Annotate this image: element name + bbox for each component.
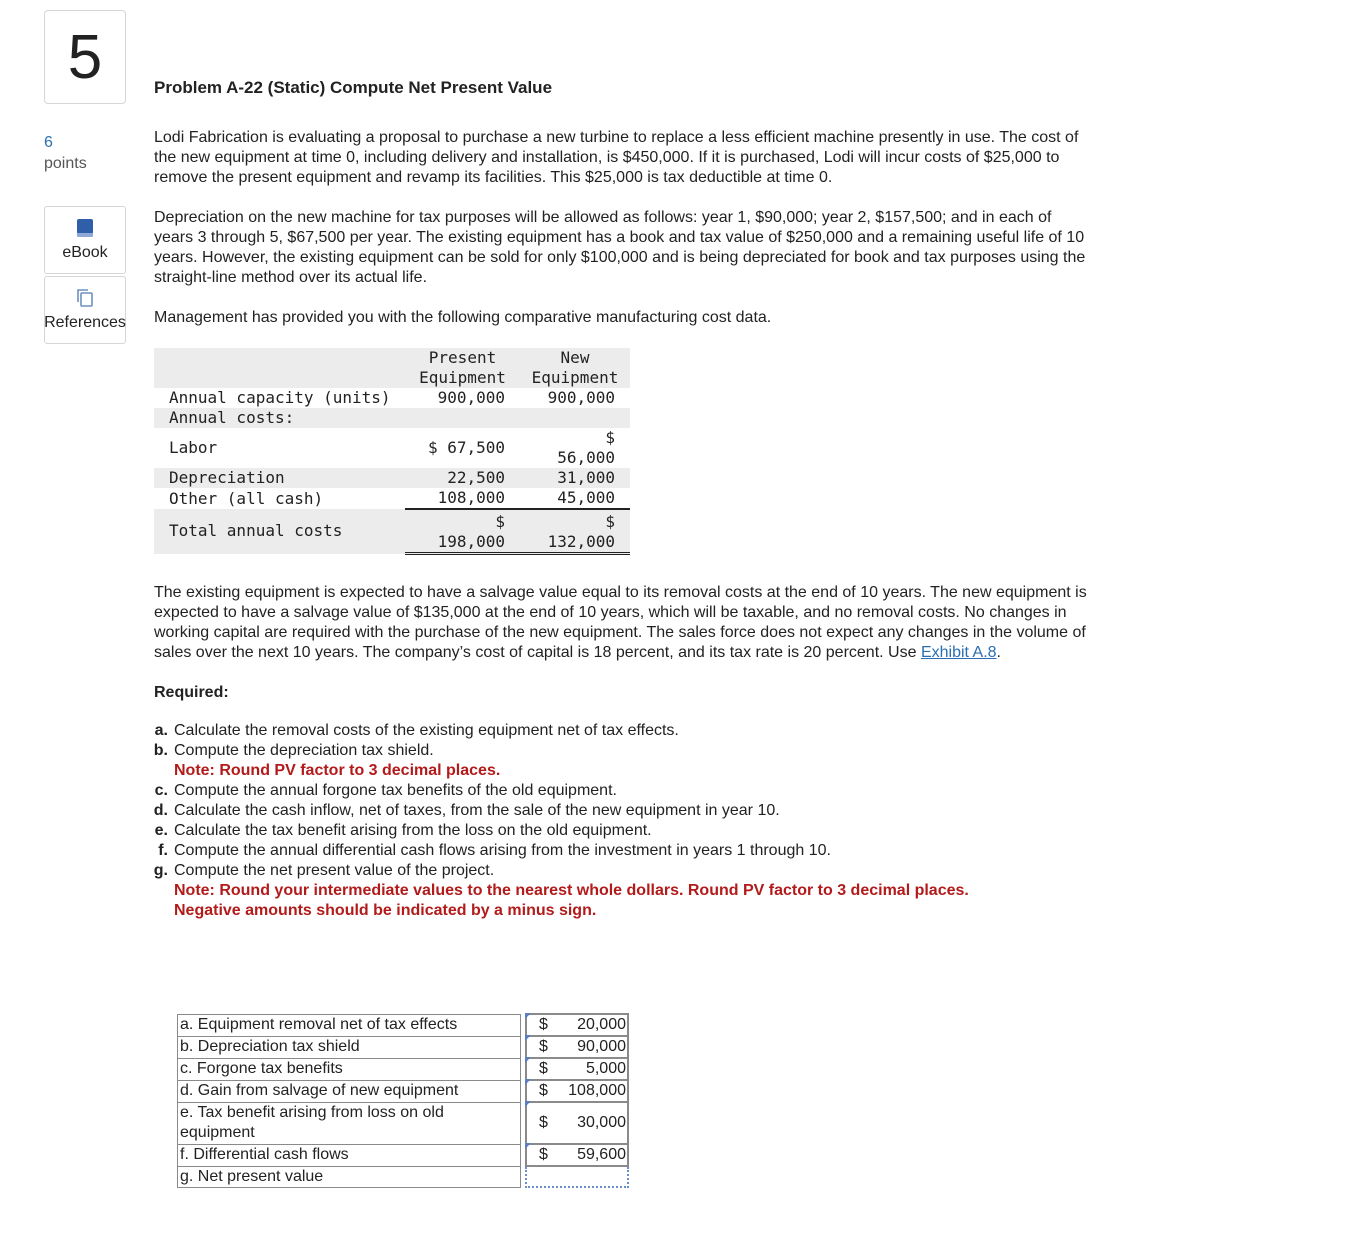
answer-row	[178, 1036, 629, 1058]
answer-row	[178, 1058, 629, 1080]
table-row	[154, 428, 630, 468]
ebook-button[interactable]	[44, 206, 126, 274]
required-heading: Required:	[154, 684, 229, 701]
problem-paragraph-4: The existing equipment is expected to have a salvage value equal to its removal costs at the end of 10 years. The new equipment is expected to have a salvage value of $135,000 at the end of 10 years, which will be taxable, and no removal costs. No changes in working capital are required with the purchase of the new equipment. The sales force does not expect any changes in the volume of sales over the next 10 years. The company’s cost of capital is 18 percent, and its tax rate is 20 percent. Use Exhibit A.8.	[154, 584, 1087, 661]
row-label: Labor	[169, 438, 218, 457]
answer-input-d[interactable]: $ 108,000	[526, 1080, 628, 1102]
cell-new: 900,000	[547, 388, 615, 407]
answer-label: e. Tax benefit arising from loss on old equipment	[178, 1102, 521, 1144]
cell-present: $ 67,500	[427, 438, 505, 457]
table-row	[154, 509, 630, 554]
cell-present: 900,000	[437, 388, 505, 407]
answer-input-e[interactable]: $ 30,000	[526, 1102, 628, 1144]
answer-input-c[interactable]: $ 5,000	[526, 1058, 628, 1080]
rounding-note-b: Note: Round PV factor to 3 decimal places.	[174, 762, 501, 779]
cell-new: $ 56,000	[557, 428, 615, 467]
answer-label: g. Net present value	[178, 1166, 521, 1187]
list-item: b. Compute the depreciation tax shield.	[153, 742, 434, 759]
answer-input-b[interactable]: $ 90,000	[526, 1036, 628, 1058]
answer-label: c. Forgone tax benefits	[178, 1058, 521, 1080]
col-header-present: Present Equipment	[419, 348, 506, 387]
table-row	[154, 468, 630, 488]
answer-row	[178, 1080, 629, 1102]
list-item: a. Calculate the removal costs of the existing equipment net of tax effects.	[154, 722, 679, 739]
points-indicator	[44, 132, 87, 174]
question-number: 5	[44, 10, 126, 104]
references-button[interactable]	[44, 276, 126, 344]
points-value: 6	[44, 134, 53, 151]
problem-content	[154, 78, 1094, 921]
book-icon	[76, 218, 94, 238]
problem-paragraph-2: Depreciation on the new machine for tax purposes will be allowed as follows: year 1, $90,000; year 2, $157,500; and in each of years 3 through 5, $67,500 per year. The existing equipment has a book and tax value of $250,000 and a remaining useful life of 10 years. However, the existing equipment can be sold for only $100,000 and is being depreciated for book and tax purposes using the straight-line method over its actual life.	[154, 209, 1086, 286]
cell-new: 31,000	[557, 468, 615, 487]
problem-title: Problem A-22 (Static) Compute Net Present Value	[154, 78, 553, 97]
row-label: Annual capacity (units)	[169, 388, 391, 407]
problem-paragraph-3: Management has provided you with the following comparative manufacturing cost data.	[154, 309, 772, 326]
answer-label: a. Equipment removal net of tax effects	[178, 1014, 521, 1036]
cell-new: 45,000	[520, 488, 630, 509]
row-label: Other (all cash)	[169, 488, 324, 508]
answer-input-g[interactable]	[526, 1166, 628, 1187]
answer-input-f[interactable]: $ 59,600	[526, 1144, 628, 1166]
list-item: c. Compute the annual forgone tax benefits of the old equipment.	[154, 782, 617, 799]
answer-input-a[interactable]: $ 20,000	[526, 1014, 628, 1036]
cell-present: 22,500	[447, 468, 505, 487]
exhibit-link[interactable]: Exhibit A.8	[920, 644, 997, 661]
cell-new: $ 132,000	[520, 509, 630, 554]
references-label: References	[44, 314, 126, 331]
row-label: Total annual costs	[169, 521, 343, 541]
list-item: d. Calculate the cash inflow, net of taxes, from the sale of the new equipment in year 10.	[153, 802, 780, 819]
cell-present: $ 198,000	[405, 509, 520, 554]
copy-pages-icon	[76, 288, 94, 308]
points-label: points	[44, 155, 87, 172]
table-row	[154, 488, 630, 509]
table-row	[154, 408, 630, 428]
answer-label: b. Depreciation tax shield	[178, 1036, 521, 1058]
cost-comparison-table	[154, 348, 630, 555]
cell-present: 108,000	[405, 488, 520, 509]
answer-row	[178, 1144, 629, 1166]
row-label: Depreciation	[169, 468, 285, 487]
problem-paragraph-1: Lodi Fabrication is evaluating a proposal to purchase a new turbine to replace a less efficient machine presently in use. The cost of the new equipment at time 0, including delivery and installation, is $450,000. If it is purchased, Lodi will incur costs of $25,000 to remove the present equipment and revamp its facilities. This $25,000 is tax deductible at time 0.	[154, 129, 1079, 186]
answer-label: d. Gain from salvage of new equipment	[178, 1080, 521, 1102]
table-header-row	[154, 348, 630, 388]
rounding-note-g: Note: Round your intermediate values to the nearest whole dollars. Round PV factor to 3 decimal places. Negative amounts should be indicated by a minus sign.	[174, 882, 969, 919]
answer-label: f. Differential cash flows	[178, 1144, 521, 1166]
required-list	[150, 721, 1094, 761]
col-header-new: New Equipment	[531, 348, 619, 387]
list-item: f. Compute the annual differential cash flows arising from the investment in years 1 through 10.	[158, 842, 831, 859]
answer-row	[178, 1166, 629, 1187]
required-list-continued	[150, 781, 1094, 881]
answer-row	[178, 1014, 629, 1036]
answer-row	[178, 1102, 629, 1144]
ebook-label: eBook	[62, 244, 108, 261]
list-item: g. Compute the net present value of the project.	[153, 862, 495, 879]
row-label: Annual costs:	[169, 408, 295, 427]
answer-table	[177, 1013, 629, 1188]
table-row	[154, 388, 630, 408]
list-item: e. Calculate the tax benefit arising from the loss on the old equipment.	[154, 822, 652, 839]
